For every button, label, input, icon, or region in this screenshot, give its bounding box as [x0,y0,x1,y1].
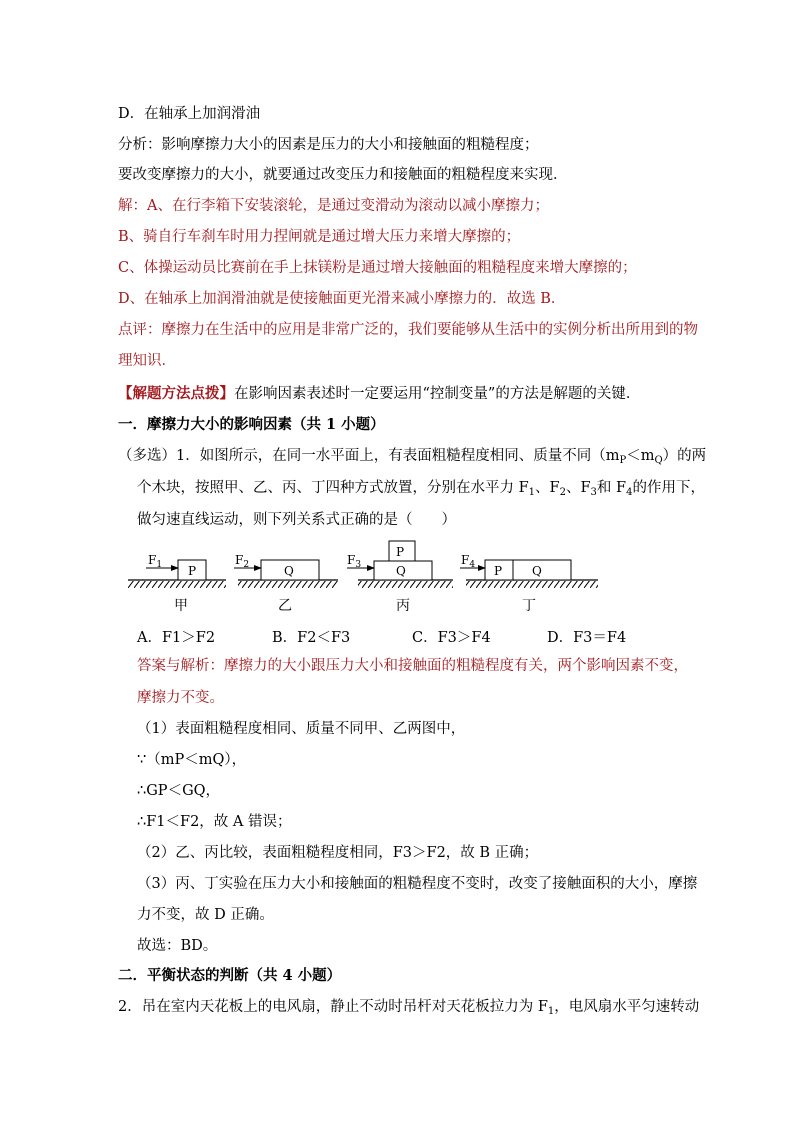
section-1-heading: 一．摩擦力大小的影响因素（共 1 小题） [118,416,385,433]
label-ding: 丁 [522,598,536,614]
friction-figure [128,540,618,616]
setup-ding [460,553,598,614]
q1l2-s1: 1 [528,487,536,498]
setup-yi [234,553,338,614]
analysis-line-1: 分析：影响摩擦力大小的因素是压力的大小和接触面的粗糙程度； [118,137,539,153]
q1l2-s2: 2 [559,487,566,498]
q1l2-s4: 4 [626,487,633,498]
answer-line-3: （1）表面粗糙程度相同、质量不同甲、乙两图中， [137,721,466,737]
answer-line-8: （3）丙、丁实验在压力大小和接触面的粗糙程度不变时，改变了接触面积的大小，摩擦 [137,876,698,892]
q2-text-a: 2．吊在室内天花板上的电风扇，静止不动时吊杆对天花板拉力为 F [118,999,548,1015]
q1-sub-p: P [619,455,627,466]
q2-sub: 1 [547,1006,555,1017]
block-p-label: P [188,564,197,578]
block-q-label-ding: Q [532,564,542,578]
q1l2-end: 的作用下， [632,480,705,496]
svg-text:F4: $F_4$ [461,553,476,570]
answer-line-5: ∴GP＜GQ， [137,783,221,799]
label-yi: 乙 [278,598,292,614]
solution-line-d: D、在轴承上加润滑油就是使接触面更光滑来减小摩擦力的．故选 B． [118,291,566,307]
setup-jia [128,553,226,614]
method-tip-head: 【解题方法点拨】 [118,385,234,402]
comment-line-2: 理知识． [118,353,176,369]
answer-options [0,626,794,646]
option-d[interactable]: D．F3＝F4 [547,630,627,646]
block-q-label-bing: Q [396,564,406,578]
answer-line-4: ∵（mP＜mQ）， [137,752,247,768]
solution-line-a: 解：A、在行李箱下安装滚轮，是通过变滑动为滚动以减小摩擦力； [118,198,549,214]
svg-text:F3: $F_3$ [347,553,362,570]
question-1-line-3: 做匀速直线运动，则下列关系式正确的是（ ） [137,512,456,528]
q1l2-m2: 、F [565,480,591,496]
answer-line-2: 摩擦力不变。 [137,690,224,706]
section-2-heading: 二．平衡状态的判断（共 4 小题） [118,967,342,984]
label-jia: 甲 [174,598,188,614]
q1l2-s3: 3 [590,487,597,498]
answer-line-7: （2）乙、丙比较，表面粗糙程度相同，F3＞F2，故 B 正确； [137,845,539,861]
question-2-line-1 [118,997,699,1017]
comment-line-1: 点评：摩擦力在生活中的应用是非常广泛的，我们要能够从生活中的实例分析出所用到的物 [118,322,698,338]
answer-line-6: ∴F1＜F2，故 A 错误； [137,814,292,830]
option-d-text: D．在轴承上加润滑油 [118,106,261,122]
block-p-label-ding: P [494,564,503,578]
method-tip-body: 在影响因素表述时一定要运用“控制变量”的方法是解题的关键． [234,386,641,402]
answer-line-9: 力不变，故 D 正确。 [137,907,274,923]
q2-text-b: ，电风扇水平匀速转动 [554,999,700,1015]
option-b[interactable]: B．F2＜F3 [272,630,351,646]
q1-text-lt: ＜m [626,448,655,464]
method-tip [118,384,640,404]
analysis-line-2: 要改变摩擦力的大小，就要通过改变压力和接触面的粗糙程度来实现． [118,167,568,183]
option-a[interactable]: A．F1＞F2 [137,630,216,646]
q1-text-b: ）的两 [662,448,707,464]
solution-line-b: B、骑自行车刹车时用力捏闸就是通过增大压力来增大摩擦的； [118,229,521,245]
answer-line-1: 答案与解析：摩擦力的大小跟压力大小和接触面的粗糙程度有关，两个影响因素不变， [137,658,688,674]
q1-text-a: （多选）1．如图所示，在同一水平面上，有表面粗糙程度相同、质量不同（m [118,448,620,464]
option-c[interactable]: C．F3＞F4 [412,630,491,646]
block-p-label-bing: P [396,545,405,559]
svg-text:F2: $F_2$ [235,553,250,570]
q1-sub-q: Q [654,455,663,466]
answer-line-10: 故选：BD。 [137,938,218,954]
label-bing: 丙 [396,598,410,614]
setup-bing [347,541,453,614]
q1l2-m3: 和 F [596,480,627,496]
q1l2-m1: 、F [535,480,560,496]
question-1-line-1 [118,446,706,466]
block-q-label: Q [284,564,294,578]
question-1-line-2 [137,478,705,498]
solution-line-c: C、体操运动员比赛前在手上抹镁粉是通过增大接触面的粗糙程度来增大摩擦的； [118,260,637,276]
q1l2-a: 个木块，按照甲、乙、丙、丁四种方式放置，分别在水平力 F [137,480,529,496]
svg-text:F1: $F_1$ [148,553,163,570]
